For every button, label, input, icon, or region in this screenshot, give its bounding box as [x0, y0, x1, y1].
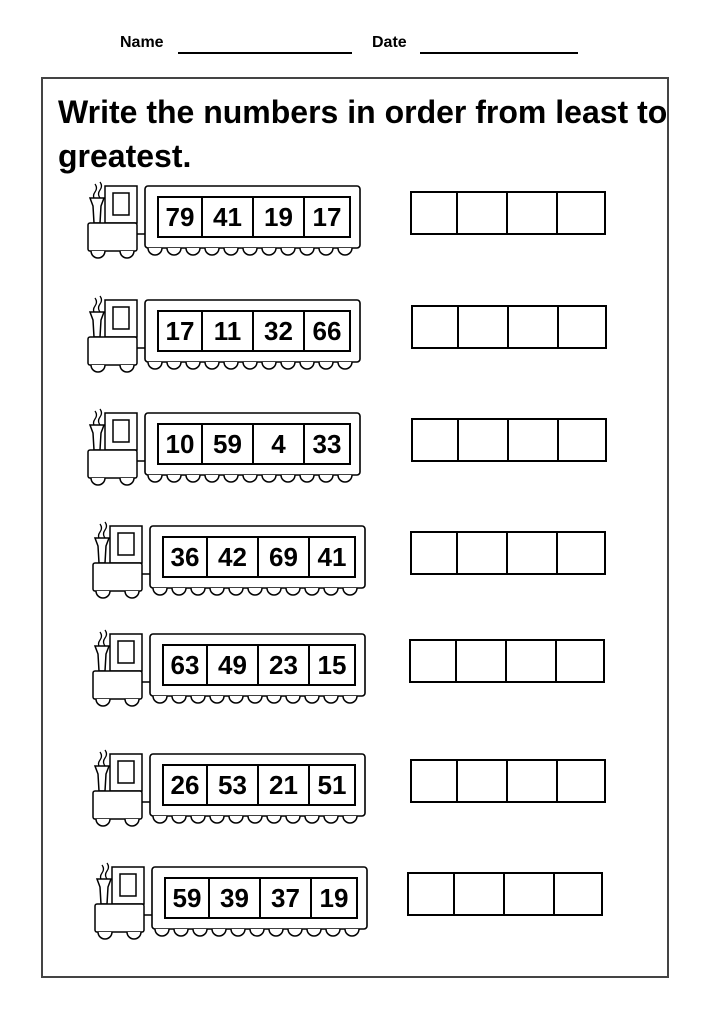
- number-cell: 79: [159, 198, 203, 236]
- train: [85, 290, 365, 385]
- answer-boxes: [409, 639, 605, 683]
- number-cell: 42: [208, 538, 259, 576]
- answer-box[interactable]: [508, 533, 558, 573]
- number-cell: 19: [319, 882, 349, 913]
- train-number-cells: [157, 310, 351, 352]
- answer-box[interactable]: [508, 193, 558, 233]
- date-label: Date: [372, 34, 407, 51]
- answer-box[interactable]: [509, 307, 559, 347]
- answer-box[interactable]: [458, 533, 508, 573]
- train: [92, 857, 372, 952]
- answer-box[interactable]: [457, 641, 507, 681]
- number-cell: 69: [259, 538, 310, 576]
- train: [85, 176, 365, 271]
- exercise-row: [0, 176, 723, 266]
- answer-boxes: [410, 759, 606, 803]
- answer-box[interactable]: [412, 193, 458, 233]
- number-cell: 23: [259, 646, 310, 684]
- answer-box[interactable]: [507, 641, 557, 681]
- exercise-row: [0, 857, 723, 947]
- name-label: Name: [120, 34, 164, 51]
- number-cell: 36: [164, 538, 208, 576]
- exercise-row: [0, 403, 723, 493]
- number-cell: 49: [208, 646, 259, 684]
- answer-box[interactable]: [409, 874, 455, 914]
- answer-box[interactable]: [459, 307, 509, 347]
- name-field[interactable]: [178, 52, 352, 54]
- answer-boxes: [407, 872, 603, 916]
- number-cell: 41: [317, 541, 347, 572]
- answer-box[interactable]: [508, 761, 558, 801]
- number-cell: 15: [317, 649, 347, 680]
- answer-box[interactable]: [413, 420, 459, 460]
- date-field[interactable]: [420, 52, 578, 54]
- answer-boxes: [411, 305, 607, 349]
- train-number-cells: [164, 877, 358, 919]
- answer-box[interactable]: [412, 533, 458, 573]
- exercise-row: [0, 744, 723, 834]
- answer-boxes: [410, 191, 606, 235]
- number-cell: 17: [159, 312, 203, 350]
- number-cell: 19: [254, 198, 305, 236]
- number-cell: 41: [203, 198, 254, 236]
- number-cell: 59: [166, 879, 210, 917]
- number-cell: 11: [203, 312, 254, 350]
- number-cell: 21: [259, 766, 310, 804]
- number-cell: 63: [164, 646, 208, 684]
- train: [85, 403, 365, 498]
- exercise-row: [0, 290, 723, 380]
- number-cell: 26: [164, 766, 208, 804]
- answer-box[interactable]: [458, 193, 508, 233]
- answer-box[interactable]: [558, 533, 604, 573]
- answer-box[interactable]: [555, 874, 601, 914]
- number-cell: 10: [159, 425, 203, 463]
- answer-box[interactable]: [558, 193, 604, 233]
- number-cell: 53: [208, 766, 259, 804]
- answer-box[interactable]: [458, 761, 508, 801]
- answer-box[interactable]: [411, 641, 457, 681]
- train-number-cells: [162, 764, 356, 806]
- number-cell: 37: [261, 879, 312, 917]
- answer-box[interactable]: [505, 874, 555, 914]
- instructions-heading: Write the numbers in order from least to greatest.: [58, 94, 668, 174]
- answer-box[interactable]: [455, 874, 505, 914]
- answer-boxes: [410, 531, 606, 575]
- number-cell: 66: [312, 315, 342, 346]
- train-number-cells: [162, 536, 356, 578]
- train-number-cells: [157, 423, 351, 465]
- train: [90, 516, 370, 611]
- answer-box[interactable]: [559, 307, 605, 347]
- exercise-row: [0, 516, 723, 606]
- exercise-row: [0, 624, 723, 714]
- answer-box[interactable]: [557, 641, 603, 681]
- number-cell: 17: [312, 201, 342, 232]
- number-cell: 33: [312, 428, 342, 459]
- train: [90, 744, 370, 839]
- answer-box[interactable]: [459, 420, 509, 460]
- number-cell: 4: [254, 425, 305, 463]
- train-number-cells: [162, 644, 356, 686]
- answer-box[interactable]: [559, 420, 605, 460]
- number-cell: 59: [203, 425, 254, 463]
- number-cell: 32: [254, 312, 305, 350]
- answer-box[interactable]: [412, 761, 458, 801]
- worksheet-header: [0, 34, 723, 58]
- train-number-cells: [157, 196, 351, 238]
- answer-boxes: [411, 418, 607, 462]
- number-cell: 39: [210, 879, 261, 917]
- train: [90, 624, 370, 719]
- number-cell: 51: [317, 769, 347, 800]
- answer-box[interactable]: [509, 420, 559, 460]
- answer-box[interactable]: [558, 761, 604, 801]
- answer-box[interactable]: [413, 307, 459, 347]
